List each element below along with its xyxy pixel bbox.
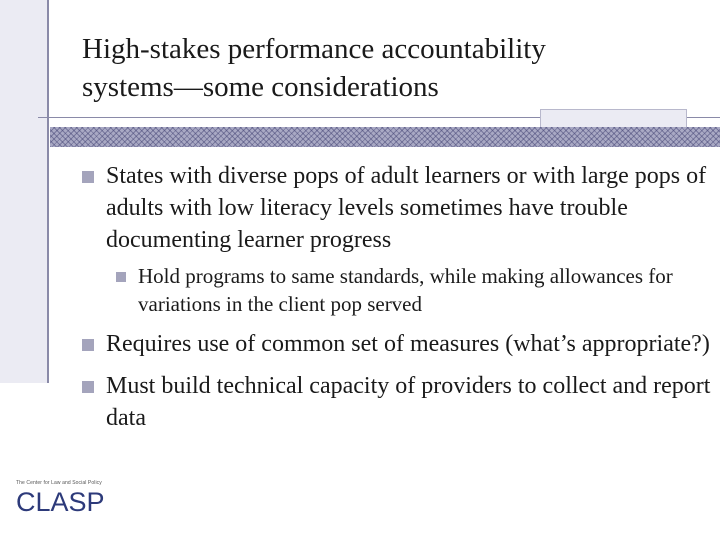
bullet-item [82, 160, 712, 318]
square-bullet-icon [82, 171, 94, 183]
bullet-text: Requires use of common set of measures (what’s appropriate?) [106, 331, 710, 357]
square-bullet-icon [116, 272, 126, 282]
bullet-text: Must build technical capacity of providers to collect and report data [106, 373, 711, 431]
sub-bullet-item [82, 262, 712, 318]
hatched-accent-bar [50, 127, 720, 147]
logo-wordmark: CLASP [16, 487, 105, 517]
clasp-logo [16, 480, 105, 517]
slide-title [82, 30, 682, 106]
square-bullet-icon [82, 381, 94, 393]
logo-tagline: The Center for Law and Social Policy [16, 480, 102, 486]
bullet-item [82, 370, 712, 434]
left-decorative-bar [0, 0, 49, 383]
title-line-1: High-stakes performance accountability [82, 33, 546, 65]
bullet-item [82, 328, 712, 360]
slide-content [82, 160, 712, 444]
bullet-text: States with diverse pops of adult learners or with large pops of adults with low literacy levels sometimes have trouble documenting learner progress [106, 163, 707, 253]
sub-bullet-text: Hold programs to same standards, while making allowances for variations in the client pop served [138, 264, 673, 316]
title-line-2: systems—some considerations [82, 71, 439, 103]
square-bullet-icon [82, 339, 94, 351]
